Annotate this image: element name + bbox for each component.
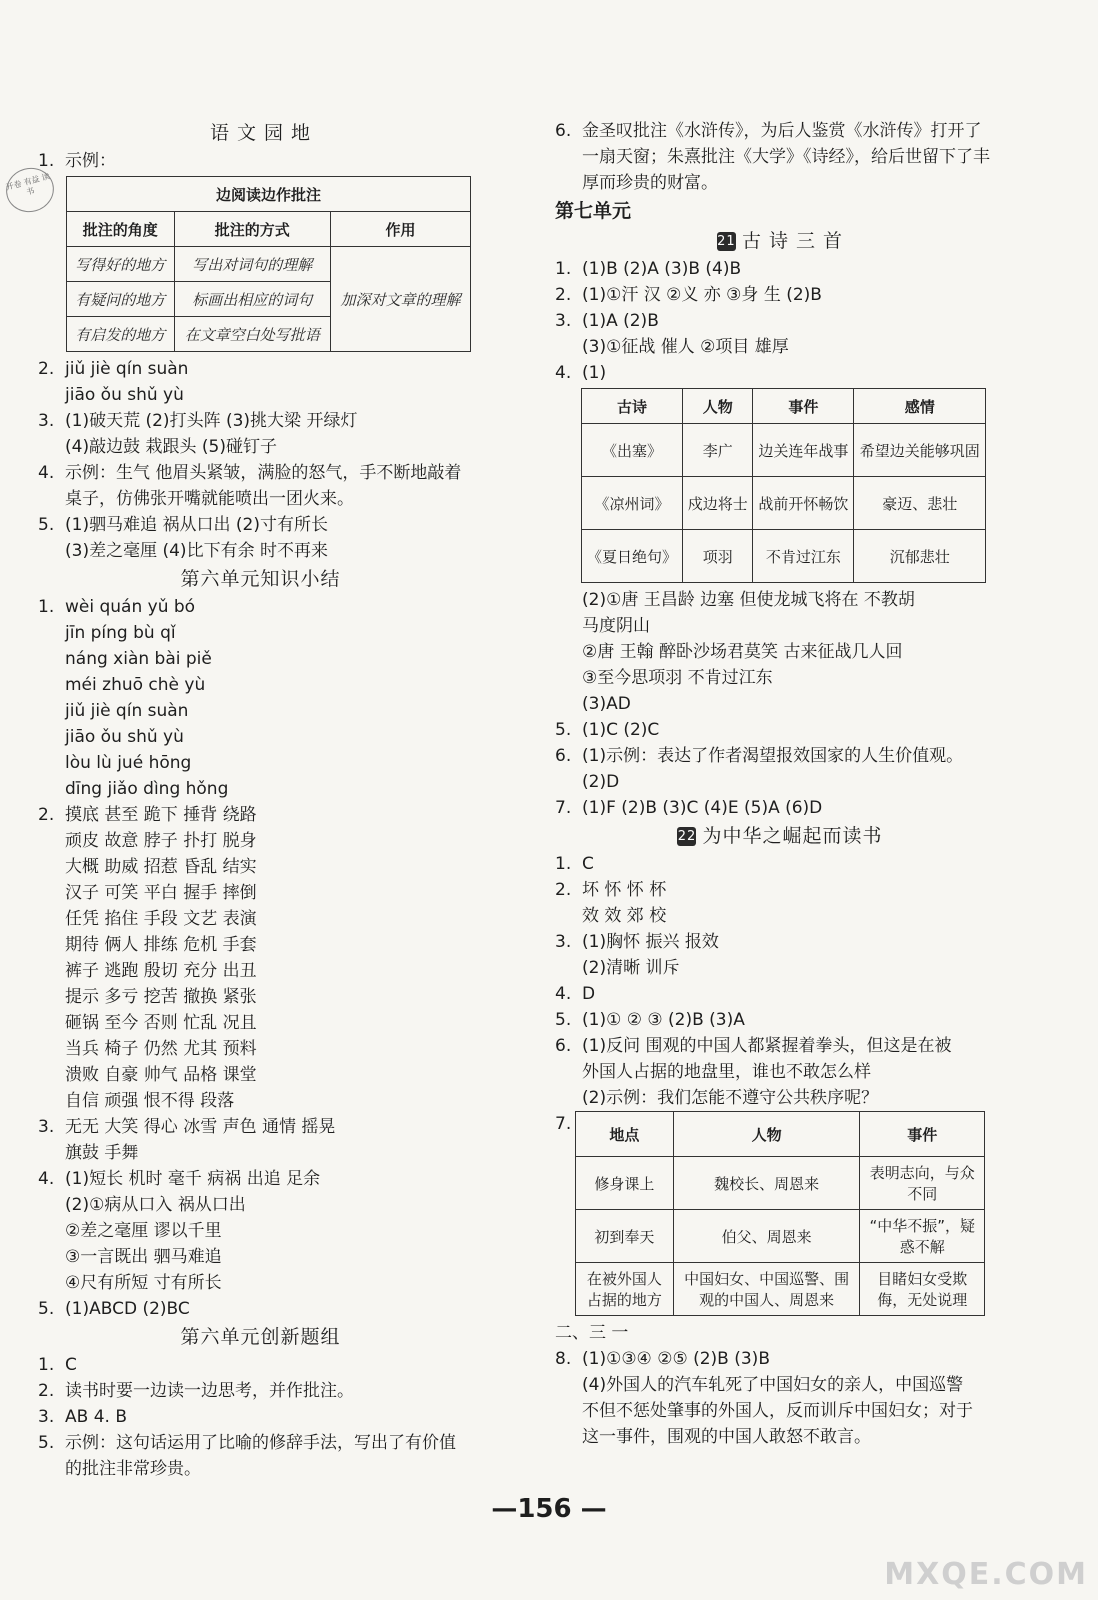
- answer-text: 示例：生气 他眉头紧皱，满脸的怒气，手不断地敲着: [65, 463, 462, 483]
- answer-table: [66, 176, 471, 352]
- lesson-title: [555, 226, 1005, 256]
- answer-continuation: náng xiàn bài piě: [65, 649, 212, 669]
- answer-text: (1)①汗 汉 ②义 亦 ③身 生 (2)B: [582, 285, 822, 305]
- question-number: 4.: [38, 463, 55, 483]
- answer-continuation: (3)差之毫厘 (4)比下有余 时不再来: [65, 541, 328, 561]
- answer-text: 无无 大笑 得心 冰雪 声色 通情 摇晃: [65, 1117, 336, 1137]
- table-header-cell: 地点: [576, 1112, 674, 1157]
- answer-line: [38, 802, 483, 828]
- answer-text: 读书时要一边读一边思考，并作批注。: [65, 1381, 354, 1401]
- answer-line: [38, 1166, 483, 1192]
- question-number: 2.: [38, 805, 55, 825]
- answer-line: [38, 356, 483, 382]
- question-number: 5.: [555, 1010, 572, 1030]
- table-cell: 表明志向，与众不同: [860, 1157, 985, 1210]
- table-cell-effect: 加深对文章的理解: [330, 247, 470, 352]
- table-cell: 标画出相应的词句: [174, 282, 330, 317]
- answer-continuation: (2)①病从口入 祸从口出: [65, 1195, 246, 1215]
- table-cell: 李广: [683, 424, 753, 477]
- table-row: [67, 247, 471, 282]
- table-header-cell: 事件: [753, 389, 854, 424]
- answer-text: 金圣叹批注《水浒传》，为后人鉴赏《水浒传》打开了: [582, 121, 982, 141]
- question-number: 5.: [38, 1299, 55, 1319]
- answer-text: 示例：: [65, 151, 116, 171]
- answer-line: [38, 1378, 483, 1404]
- table-header-cell: 事件: [860, 1112, 985, 1157]
- question-number: 1.: [555, 854, 572, 874]
- answer-text: (1)短长 机时 毫千 病祸 出追 足余: [65, 1169, 321, 1189]
- answer-line: [555, 256, 1005, 282]
- section-title: 第六单元创新题组: [180, 1326, 341, 1348]
- answer-line: [38, 1114, 483, 1140]
- answer-text: (1)F (2)B (3)C (4)E (5)A (6)D: [582, 798, 823, 818]
- question-number: 1.: [38, 597, 55, 617]
- question-number: 2.: [38, 359, 55, 379]
- question-number: 2.: [555, 880, 572, 900]
- answer-line: [38, 1404, 483, 1430]
- table-header-cell: 作用: [330, 212, 470, 247]
- answer-line: [555, 1007, 1005, 1033]
- table-cell: “中华不振”，疑惑不解: [860, 1210, 985, 1263]
- answer-continuation: 效 效 郊 校: [582, 906, 667, 926]
- question-number: 7.: [555, 1114, 572, 1134]
- question-number: 3.: [38, 411, 55, 431]
- question-number: 2.: [38, 1381, 55, 1401]
- answer-line: [38, 460, 483, 486]
- left-column: [38, 118, 483, 1482]
- question-number: 5.: [38, 515, 55, 535]
- answer-continuation: méi zhuō chè yù: [65, 675, 206, 695]
- answer-continuation: ④尺有所短 寸有所长: [65, 1273, 222, 1293]
- answer-line: [38, 512, 483, 538]
- table-cell: 写得好的地方: [67, 247, 175, 282]
- section-title: 语 文 园 地: [209, 122, 312, 144]
- table-cell: 伯父、周恩来: [673, 1210, 860, 1263]
- answer-line: [38, 408, 483, 434]
- table-cell: 在被外国人占据的地方: [576, 1263, 674, 1316]
- table-cell: 沉郁悲壮: [854, 530, 986, 583]
- answer-continuation: 自信 顽强 恨不得 段落: [65, 1091, 235, 1111]
- question-number: 6.: [555, 1036, 572, 1056]
- question-number: 2.: [555, 285, 572, 305]
- table-row: [582, 424, 986, 477]
- answer-text: jiǔ jiè qín suàn: [65, 359, 189, 379]
- question-number: 6.: [555, 746, 572, 766]
- answer-line: [38, 1430, 483, 1456]
- answer-continuation: 一扇天窗；朱熹批注《大学》《诗经》，给后世留下了丰: [582, 147, 990, 167]
- table-cell: 希望边关能够巩固: [854, 424, 986, 477]
- answer-text: (1)A (2)B: [582, 311, 659, 331]
- answer-continuation: (2)清晰 训斥: [582, 958, 680, 978]
- answer-line: [555, 851, 1005, 877]
- answer-line: [38, 1352, 483, 1378]
- table-row: [576, 1263, 985, 1316]
- table-header-cell: 古诗: [582, 389, 683, 424]
- answer-text: (1)ABCD (2)BC: [65, 1299, 190, 1319]
- answer-text: 示例：这句话运用了比喻的修辞手法，写出了有价值: [65, 1433, 456, 1453]
- answer-table: [575, 1111, 985, 1316]
- watermark-logo: MXQE.COM: [884, 1557, 1088, 1592]
- answer-text: (1)反问 围观的中国人都紧握着拳头，但这是在被: [582, 1036, 952, 1056]
- answer-continuation: 提示 多亏 挖苦 撤换 紧张: [65, 987, 257, 1007]
- question-number: 4.: [555, 363, 572, 383]
- lesson-title-text: 古 诗 三 首: [741, 230, 844, 252]
- question-number: 4.: [38, 1169, 55, 1189]
- answer-text: (1)驷马难追 祸从口出 (2)寸有所长: [65, 515, 328, 535]
- answer-continuation: 大概 助威 招惹 昏乱 结实: [65, 857, 257, 877]
- answer-continuation: 汉子 可笑 平白 握手 摔倒: [65, 883, 257, 903]
- answer-text: (1)① ② ③ (2)B (3)A: [582, 1010, 745, 1030]
- table-cell: 写出对词句的理解: [174, 247, 330, 282]
- table-cell: 修身课上: [576, 1157, 674, 1210]
- answer-continuation: 外国人占据的地盘里，谁也不敢怎么样: [582, 1062, 871, 1082]
- answer-continuation: (4)外国人的汽车轧死了中国妇女的亲人，中国巡警: [582, 1375, 964, 1395]
- answer-line: [555, 118, 1005, 144]
- answer-continuation: (2)示例：我们怎能不遵守公共秩序呢？: [582, 1088, 879, 1108]
- question-number: 7.: [555, 798, 572, 818]
- question-number: 3.: [555, 932, 572, 952]
- answer-continuation: 马度阴山: [582, 616, 650, 636]
- answer-continuation: 当兵 椅子 仍然 尤其 预料: [65, 1039, 257, 1059]
- question-number: 5.: [555, 720, 572, 740]
- table-cell: 《夏日绝句》: [582, 530, 683, 583]
- answer-line: [555, 743, 1005, 769]
- question-number: 4.: [555, 984, 572, 1004]
- page-number: —156 —: [491, 1494, 607, 1524]
- answer-text: 摸底 甚至 跪下 捶背 绕路: [65, 805, 257, 825]
- answer-continuation: 裤子 逃跑 殷切 充分 出丑: [65, 961, 257, 981]
- table-cell: 在文章空白处写批语: [174, 317, 330, 352]
- answer-text: (1)C (2)C: [582, 720, 660, 740]
- answer-note: 二、三 一: [555, 1323, 629, 1343]
- question-number: 1.: [38, 1355, 55, 1375]
- table-cell: 《凉州词》: [582, 477, 683, 530]
- table-cell: 项羽: [683, 530, 753, 583]
- question-number: 3.: [38, 1117, 55, 1137]
- answer-continuation: 厚而珍贵的财富。: [582, 173, 718, 193]
- answer-line: [555, 929, 1005, 955]
- answer-line: [555, 282, 1005, 308]
- table-cell: 中国妇女、中国巡警、围观的中国人、周恩来: [673, 1263, 860, 1316]
- lesson-number-badge: 22: [677, 829, 697, 844]
- answer-continuation: (3)①征战 催人 ②项目 雄厚: [582, 337, 789, 357]
- answer-text: wèi quán yǔ bó: [65, 597, 196, 617]
- table-cell: 有疑问的地方: [67, 282, 175, 317]
- table-header-cell: 人物: [673, 1112, 860, 1157]
- answer-continuation: 砸锅 至今 否则 忙乱 况且: [65, 1013, 257, 1033]
- answer-text: (1)破天荒 (2)打头阵 (3)挑大梁 开绿灯: [65, 411, 358, 431]
- table-caption: 边阅读边作批注: [67, 177, 471, 212]
- question-number: 3.: [38, 1407, 55, 1427]
- question-number: 1.: [555, 259, 572, 279]
- question-number: 6.: [555, 121, 572, 141]
- answer-continuation: ②差之毫厘 谬以千里: [65, 1221, 222, 1241]
- table-cell: 有启发的地方: [67, 317, 175, 352]
- answer-continuation: 旗鼓 手舞: [65, 1143, 139, 1163]
- answer-continuation: 溃败 自豪 帅气 品格 课堂: [65, 1065, 257, 1085]
- table-header-cell: 批注的方式: [174, 212, 330, 247]
- table-cell: 戍边将士: [683, 477, 753, 530]
- answer-continuation: 期待 俩人 排练 危机 手套: [65, 935, 257, 955]
- lesson-title: [555, 821, 1005, 851]
- answer-text: C: [582, 854, 594, 874]
- answer-text: (1)胸怀 振兴 报效: [582, 932, 719, 952]
- table-cell: 初到奉天: [576, 1210, 674, 1263]
- table-header-cell: 感情: [854, 389, 986, 424]
- answer-line: [555, 795, 1005, 821]
- answer-text: (1): [582, 363, 607, 383]
- answer-text: 坏 怀 怀 杯: [582, 880, 667, 900]
- answer-continuation: 的批注非常珍贵。: [65, 1459, 201, 1479]
- answer-text: AB 4. B: [65, 1407, 127, 1427]
- question-number: 3.: [555, 311, 572, 331]
- answer-line: [555, 981, 1005, 1007]
- answer-continuation: 顽皮 故意 脖子 扑打 脱身: [65, 831, 257, 851]
- answer-line: [555, 360, 1005, 386]
- answer-continuation: jiāo ǒu shǔ yù: [65, 385, 184, 405]
- lesson-title-text: 为中华之崛起而读书: [702, 825, 883, 847]
- question-number: 1.: [38, 151, 55, 171]
- answer-continuation: (2)D: [582, 772, 620, 792]
- table-cell: 魏校长、周恩来: [673, 1157, 860, 1210]
- unit-heading: 第七单元: [555, 200, 632, 222]
- answer-line: [555, 308, 1005, 334]
- table-row: [576, 1210, 985, 1263]
- answer-continuation: 任凭 掐住 手段 文艺 表演: [65, 909, 257, 929]
- answer-text: C: [65, 1355, 77, 1375]
- table-header-cell: 批注的角度: [67, 212, 175, 247]
- answer-continuation: lòu lù jué hōng: [65, 753, 192, 773]
- answer-continuation: dīng jiǎo dìng hǒng: [65, 779, 229, 799]
- table-cell: 豪迈、悲壮: [854, 477, 986, 530]
- table-row: [582, 530, 986, 583]
- answer-continuation: ③一言既出 驷马难追: [65, 1247, 222, 1267]
- answer-line: [555, 717, 1005, 743]
- answer-continuation: ③至今思项羽 不肯过江东: [582, 668, 773, 688]
- answer-line: [555, 1033, 1005, 1059]
- table-cell: 战前开怀畅饮: [753, 477, 854, 530]
- answer-line: [38, 148, 483, 174]
- answer-text: (1)B (2)A (3)B (4)B: [582, 259, 742, 279]
- answer-continuation: 这一事件，围观的中国人敢怒不敢言。: [582, 1427, 871, 1447]
- answer-continuation: 桌子，仿佛张开嘴就能喷出一团火来。: [65, 489, 354, 509]
- answer-text: D: [582, 984, 596, 1004]
- table-row: [576, 1157, 985, 1210]
- answer-line: [555, 877, 1005, 903]
- answer-table: [581, 388, 986, 583]
- table-header-cell: 人物: [683, 389, 753, 424]
- section-title: 第六单元知识小结: [180, 568, 341, 590]
- question-number: 8.: [555, 1349, 572, 1369]
- table-cell: 目睹妇女受欺侮，无处说理: [860, 1263, 985, 1316]
- answer-continuation: (4)敲边鼓 栽跟头 (5)碰钉子: [65, 437, 277, 457]
- table-cell: 边关连年战事: [753, 424, 854, 477]
- table-cell: 《出塞》: [582, 424, 683, 477]
- table-cell: 不肯过江东: [753, 530, 854, 583]
- answer-continuation: jiǔ jiè qín suàn: [65, 701, 189, 721]
- answer-continuation: jiāo ǒu shǔ yù: [65, 727, 184, 747]
- answer-continuation: 不但不惩处肇事的外国人，反而训斥中国妇女；对于: [582, 1401, 973, 1421]
- answer-continuation: ②唐 王翰 醉卧沙场君莫笑 古来征战几人回: [582, 642, 903, 662]
- answer-continuation: (2)①唐 王昌龄 边塞 但使龙城飞将在 不教胡: [582, 590, 915, 610]
- answer-continuation: jīn píng bù qǐ: [65, 623, 176, 643]
- answer-line: [38, 594, 483, 620]
- answer-line: [555, 1346, 1005, 1372]
- table-row: [582, 477, 986, 530]
- answer-text: (1)示例：表达了作者渴望报效国家的人生价值观。: [582, 746, 964, 766]
- question-number: 5.: [38, 1433, 55, 1453]
- answer-continuation: (3)AD: [582, 694, 631, 714]
- answer-line: [38, 1296, 483, 1322]
- lesson-number-badge: 21: [717, 234, 736, 249]
- right-column: [555, 118, 1005, 1450]
- stamp-mark: 开卷 有益 读书: [1, 163, 59, 218]
- answer-text: (1)①③④ ②⑤ (2)B (3)B: [582, 1349, 770, 1369]
